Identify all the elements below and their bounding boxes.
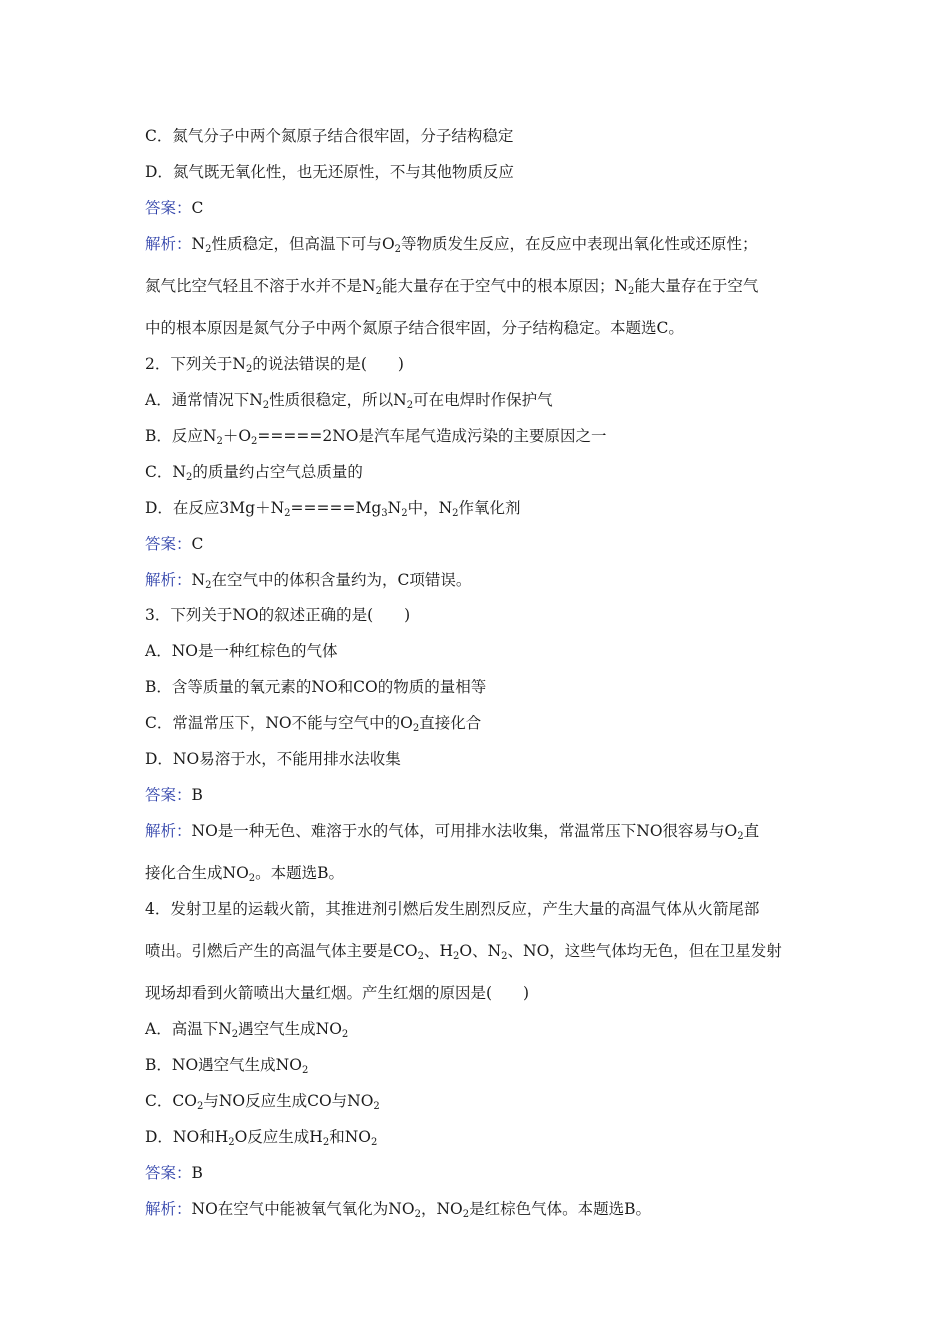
subscript: 2 [501,951,508,962]
q4-stem-line-3: 现场却看到火箭喷出大量红烟。产生红烟的原因是( ) [145,984,530,1002]
text: C．CO [145,1092,197,1110]
subscript: 2 [373,1101,380,1112]
text: 中，N [407,499,453,517]
subscript: 2 [216,436,223,447]
answer-value: C [191,199,204,217]
subscript: 2 [628,286,635,297]
text: 氮气比空气轻且不溶于水并不是N [145,277,376,295]
text: 2．下列关于N [145,355,246,373]
answer-label: 答案： [145,535,192,553]
q3-option-b: B．含等质量的氧元素的NO和CO的物质的量相等 [145,678,487,696]
q3-analysis-line-1 [145,821,815,841]
text: C．常温常压下，NO不能与空气中的O [145,714,413,732]
q4-option-c [145,1091,815,1111]
q3-analysis-line-2 [145,863,815,883]
q2-analysis [145,570,815,590]
text: 遇空气生成NO [238,1020,342,1038]
subscript: 2 [417,951,424,962]
text: 直接化合 [419,714,482,732]
text: B．反应N [145,427,217,445]
text: =====Mg [290,499,382,517]
q1-analysis-line-1 [145,234,815,254]
analysis-label: 解析： [145,822,192,840]
q1-option-c: C．氮气分子中两个氮原子结合很牢固，分子结构稳定 [145,127,514,145]
text: B．NO遇空气生成NO [145,1056,302,1074]
text: NO在空气中能被氧气氧化为NO [191,1200,415,1218]
text: 与NO反应生成CO与NO [203,1092,374,1110]
text: 、H [423,942,453,960]
text: 能大量存在于空气中的根本原因；N [381,277,629,295]
subscript: 2 [406,400,414,411]
text: 的说法错误的是( ) [252,355,404,373]
text: 。本题选B。 [255,864,345,882]
text: 在空气中的体积含量约为，C项错误。 [211,571,472,589]
text: 能大量存在于空气 [634,277,759,295]
subscript: 2 [262,400,270,411]
q4-option-b [145,1055,815,1075]
analysis-label: 解析： [145,1200,192,1218]
subscript: 2 [452,508,459,519]
answer-value: B [191,1164,203,1182]
q3-option-c [145,713,815,733]
answer-label: 答案： [145,199,192,217]
subscript: 2 [205,244,212,255]
text: ，NO [420,1200,463,1218]
text: 、NO，这些气体均无色，但在卫星发射 [507,942,782,960]
text: 等物质发生反应，在反应中表现出氧化性或还原性； [401,235,758,253]
text: 作氧化剂 [458,499,521,517]
answer-label: 答案： [145,786,192,804]
subscript: 2 [284,508,291,519]
q4-option-a [145,1019,815,1039]
subscript: 2 [196,1101,204,1112]
answer-value: C [191,535,204,553]
q1-analysis-line-2 [145,276,815,296]
analysis-label: 解析： [145,571,192,589]
subscript: 2 [452,951,460,962]
q3-option-a: A．NO是一种红棕色的气体 [145,642,338,660]
subscript: 2 [370,1137,378,1148]
text: 性质稳定，但高温下可与O [211,235,395,253]
q4-stem-line-2 [145,941,815,961]
subscript: 2 [185,472,193,483]
text: =====2NO是汽车尾气造成污染的主要原因之一 [257,427,607,445]
subscript: 2 [412,723,420,734]
text: A．通常情况下N [145,391,263,409]
text: 可在电焊时作保护气 [413,391,553,409]
subscript: 2 [737,831,744,842]
text: 喷出。引燃后产生的高温气体主要是CO [145,942,418,960]
q4-stem-line-1: 4．发射卫星的运载火箭，其推进剂引燃后发生剧烈反应，产生大量的高温气体从火箭尾部 [145,900,760,918]
subscript: 2 [248,873,256,884]
subscript: 2 [205,580,212,591]
text: ＋O [222,427,252,445]
subscript: 2 [394,244,402,255]
subscript: 2 [322,1137,330,1148]
q3-answer [145,785,815,805]
analysis-label: 解析： [145,235,192,253]
q2-answer [145,534,815,554]
text: 是红棕色气体。本题选B。 [469,1200,651,1218]
q2-option-c [145,462,815,482]
text: N [387,499,402,517]
answer-value: B [191,786,203,804]
text: 接化合生成NO [145,864,249,882]
q2-stem [145,354,815,374]
text: 直 [743,822,760,840]
q1-option-d: D．氮气既无氧化性，也无还原性，不与其他物质反应 [145,163,514,181]
q1-answer [145,198,815,218]
subscript: 2 [231,1029,239,1040]
subscript: 2 [375,286,382,297]
q4-answer [145,1163,815,1183]
text: C．N [145,463,186,481]
text: 的质量约占空气总质量的 [192,463,363,481]
text: A．高温下N [145,1020,232,1038]
subscript: 2 [341,1029,349,1040]
text: D．NO和H [145,1128,229,1146]
q3-option-d: D．NO易溶于水，不能用排水法收集 [145,750,401,768]
q2-option-b [145,426,815,446]
subscript: 3 [381,508,388,519]
q4-option-d [145,1127,815,1147]
text: O、N [459,942,502,960]
subscript: 2 [245,364,253,375]
text: N [191,571,206,589]
q2-option-a [145,390,815,410]
text: 和NO [329,1128,371,1146]
text: NO是一种无色、难溶于水的气体，可用排水法收集，常温常压下NO很容易与O [191,822,738,840]
answer-label: 答案： [145,1164,192,1182]
subscript: 2 [401,508,408,519]
q1-analysis-line-3: 中的根本原因是氮气分子中两个氮原子结合很牢固，分子结构稳定。本题选C。 [145,319,684,337]
subscript: 2 [462,1209,470,1220]
q3-stem: 3．下列关于NO的叙述正确的是( ) [145,606,411,624]
subscript: 2 [301,1065,309,1076]
subscript: 2 [414,1209,421,1220]
subscript: 2 [251,436,258,447]
text: N [191,235,206,253]
text: O反应生成H [234,1128,323,1146]
text: 性质很稳定，所以N [269,391,407,409]
text: D．在反应3Mg＋N [145,499,285,517]
q4-analysis [145,1199,815,1219]
q2-option-d [145,498,815,518]
subscript: 2 [228,1137,235,1148]
